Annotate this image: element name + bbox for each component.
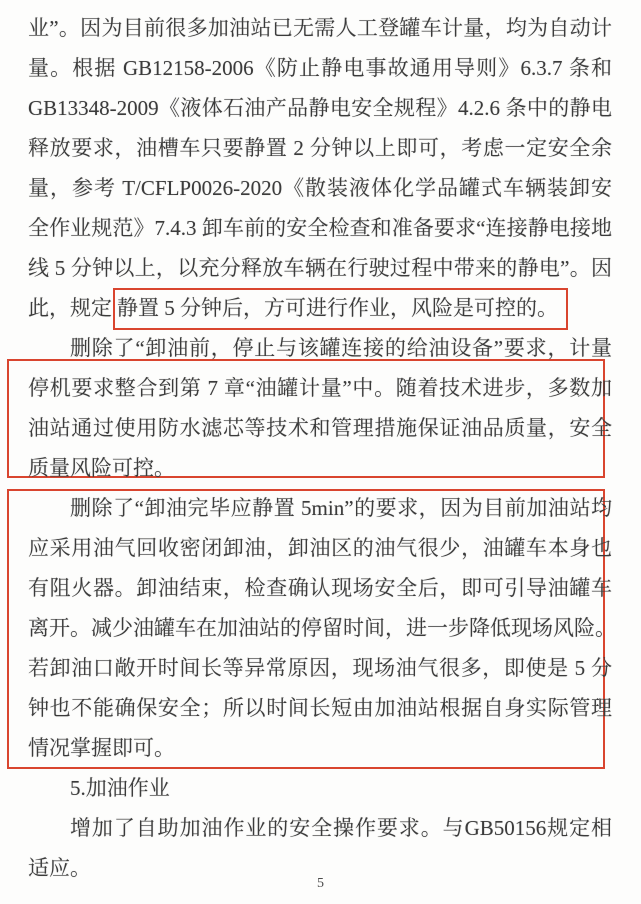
text-line <box>28 288 612 328</box>
text-line: 量，参考 T/CFLP0026-2020《散装液体化学品罐式车辆装卸安 <box>28 176 612 200</box>
text-line: 应采用油气回收密闭卸油，卸油区的油气很少，油罐车本身也 <box>28 536 612 560</box>
text-line: 若卸油口敞开时间长等异常原因，现场油气很多，即使是 5 分 <box>28 656 612 680</box>
text-line: 离开。减少油罐车在加油站的停留时间，进一步降低现场风险。 <box>28 616 616 640</box>
text-line: 停机要求整合到第 7 章“油罐计量”中。随着技术进步，多数加 <box>28 376 612 400</box>
text-line: 释放要求，油槽车只要静置 2 分钟以上即可，考虑一定安全余 <box>28 136 612 160</box>
text-line: 全作业规范》7.4.3 卸车前的安全检查和准备要求“连接静电接地 <box>28 216 612 240</box>
text-line: 量。根据 GB12158-2006《防止静电事故通用导则》6.3.7 条和 <box>28 56 612 80</box>
text-line: 增加了自助加油作业的安全操作要求。与GB50156规定相 <box>70 816 612 840</box>
text-line: GB13348-2009《液体石油产品静电安全规程》4.2.6 条中的静电 <box>28 96 612 120</box>
text-line: 有阻火器。卸油结束，检查确认现场安全后，即可引导油罐车 <box>28 576 612 600</box>
section-heading: 5.加油作业 <box>70 776 170 800</box>
red-highlight-inline-5min-rest-rule: 静置 5 分钟后，方可进行作业，风险是可控的。 <box>113 288 568 330</box>
text-line: 业”。因为目前很多加油站已无需人工登罐车计量，均为自动计 <box>28 16 612 40</box>
text-line: 适应。 <box>28 856 91 880</box>
text-line: 钟也不能确保安全；所以时间长短由加油站根据自身实际管理 <box>28 696 612 720</box>
text-segment: 此，规定 <box>28 296 112 320</box>
page-number: 5 <box>317 876 324 891</box>
text-line: 删除了“卸油完毕应静置 5min”的要求，因为目前加油站均 <box>70 496 612 520</box>
text-line: 油站通过使用防水滤芯等技术和管理措施保证油品质量，安全 <box>28 416 612 440</box>
text-line: 线 5 分钟以上，以充分释放车辆在行驶过程中带来的静电”。因 <box>28 256 612 280</box>
text-line: 情况掌握即可。 <box>28 736 175 760</box>
body-text <box>28 8 616 888</box>
text-line: 删除了“卸油前，停止与该罐连接的给油设备”要求，计量 <box>70 336 612 360</box>
text-line: 质量风险可控。 <box>28 456 175 480</box>
